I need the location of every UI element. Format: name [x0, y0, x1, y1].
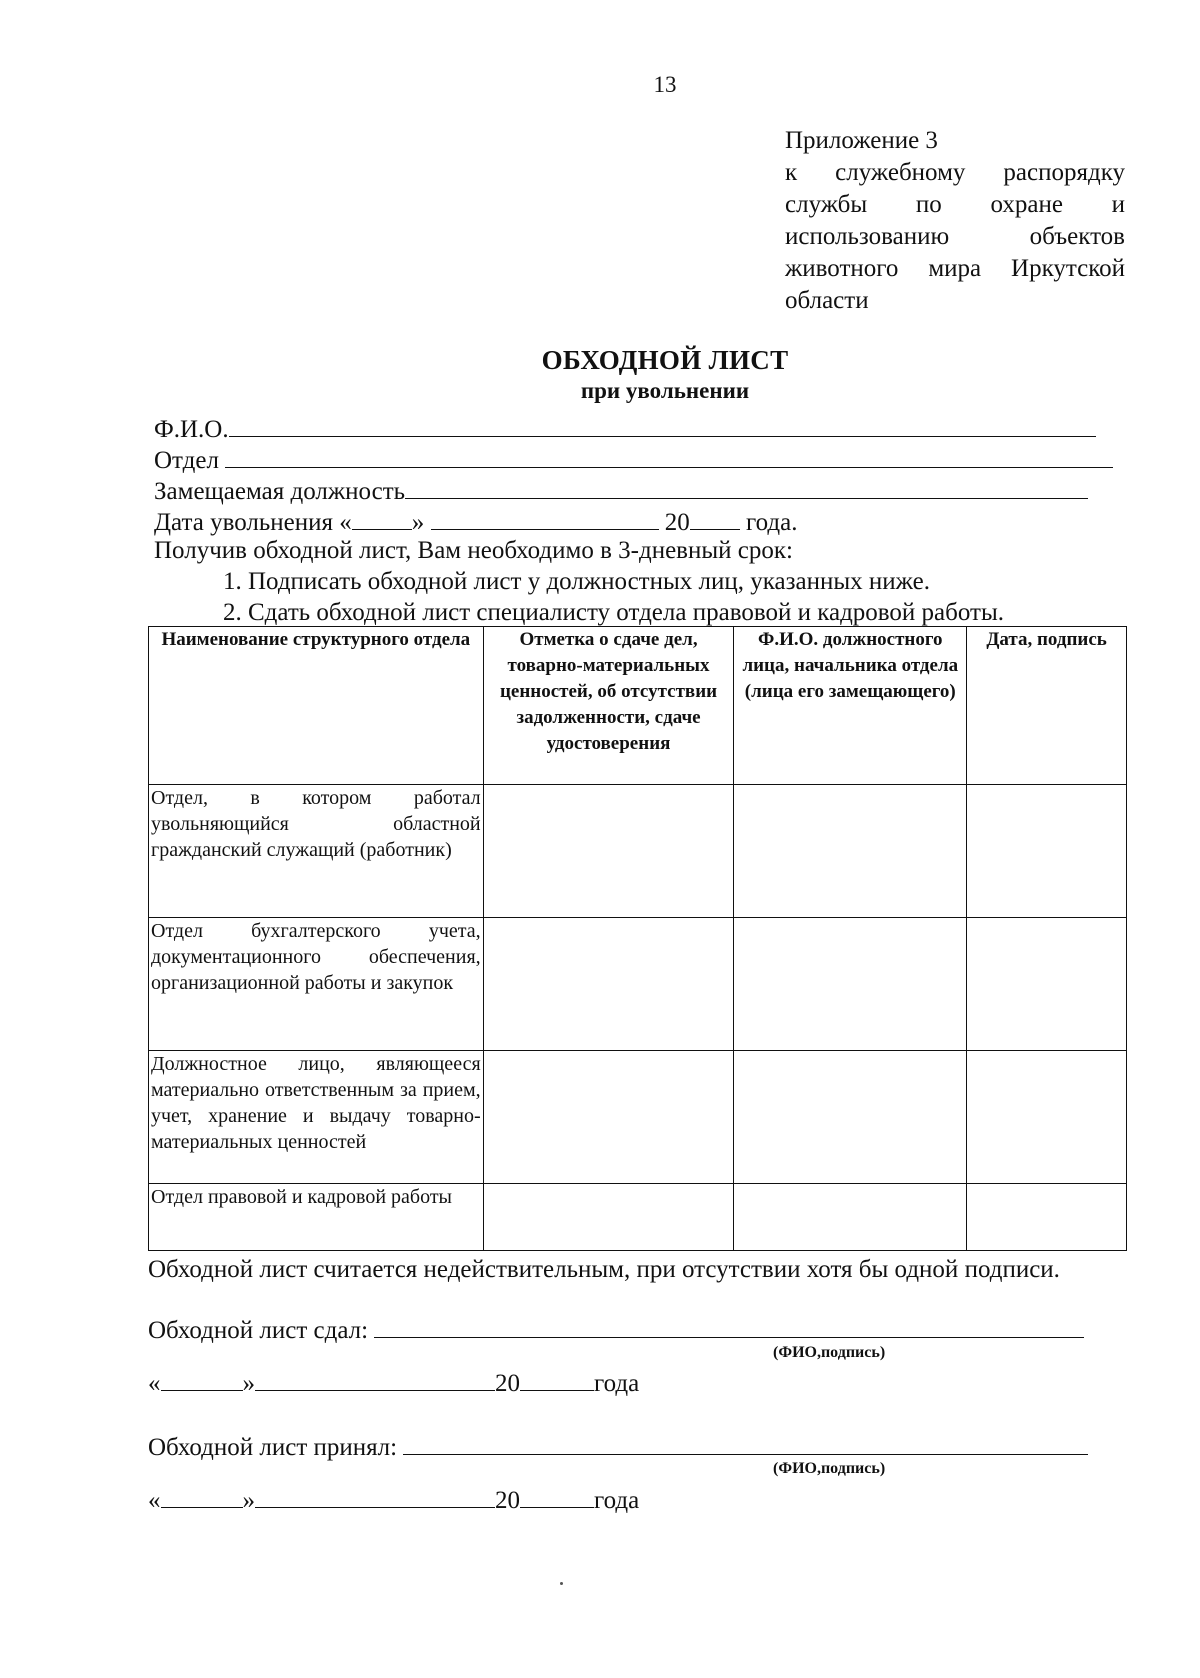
- department-field: [154, 443, 1113, 475]
- dismissal-year-prefix: 20: [664, 509, 690, 536]
- clearance-table: [148, 626, 1127, 1251]
- fio-field: [154, 412, 1096, 444]
- document-title: ОБХОДНОЙ ЛИСТ: [541, 345, 789, 375]
- table-header: Дата, подпись: [967, 627, 1127, 785]
- handed-over-blank[interactable]: [374, 1313, 1084, 1338]
- accepted-blank[interactable]: [403, 1430, 1088, 1455]
- validity-note: Обходной лист считается недействительным, при отсутствии хотя бы одной подписи.: [148, 1256, 1060, 1283]
- date-suffix: года: [594, 1370, 640, 1397]
- department-label: Отдел: [154, 447, 219, 474]
- table-header: Наименование структурного отдела: [149, 627, 484, 785]
- accepted-month-blank[interactable]: [255, 1483, 495, 1508]
- handed-over-hint: (ФИО,подпись): [773, 1344, 886, 1361]
- instructions-step-2: 2. Сдать обходной лист специалисту отдела правовой и кадровой работы.: [223, 599, 1005, 626]
- dismissal-month-blank[interactable]: [431, 505, 659, 530]
- accepted-label: Обходной лист принял:: [148, 1434, 398, 1461]
- handover-mark-cell[interactable]: [483, 1184, 734, 1251]
- accepted-day-blank[interactable]: [161, 1483, 243, 1508]
- handed-over-day-blank[interactable]: [161, 1366, 243, 1391]
- date-signature-cell[interactable]: [967, 1051, 1127, 1184]
- page-number: 13: [653, 72, 677, 97]
- dismissal-date-field: [154, 505, 797, 537]
- date-suffix: года: [594, 1487, 640, 1514]
- dismissal-year-blank[interactable]: [690, 505, 740, 530]
- department-cell: Отдел бухгалтерского учета, документационного обеспечения, организационной работы и закупок: [149, 918, 484, 1051]
- appendix-block: [785, 125, 1125, 317]
- appendix-line: области: [785, 287, 869, 314]
- appendix-line: животного мира Иркутской: [785, 255, 1125, 282]
- official-name-cell[interactable]: [734, 1051, 967, 1184]
- table-row: [149, 918, 1127, 1051]
- dismissal-date-quote: »: [411, 509, 425, 536]
- appendix-line: службы по охране и: [785, 191, 1125, 218]
- handed-over-label: Обходной лист сдал:: [148, 1317, 369, 1344]
- official-name-cell[interactable]: [734, 1184, 967, 1251]
- fio-blank[interactable]: [229, 412, 1096, 437]
- handed-over-line: [148, 1313, 1084, 1345]
- table-header: Отметка о сдаче дел, товарно-материальных ценностей, об отсутствии задолженности, сдаче удостоверения: [483, 627, 734, 785]
- handed-over-date: [148, 1366, 639, 1398]
- accepted-hint: (ФИО,подпись): [773, 1460, 886, 1477]
- official-name-cell[interactable]: [734, 785, 967, 918]
- date-year-prefix: 20: [495, 1487, 520, 1514]
- date-signature-cell[interactable]: [967, 918, 1127, 1051]
- department-cell: Должностное лицо, являющееся материально ответственным за прием, учет, хранение и выдачу товарно-материальных ценностей: [149, 1051, 484, 1184]
- date-signature-cell[interactable]: [967, 785, 1127, 918]
- date-quote-open: «: [148, 1487, 161, 1514]
- dismissal-date-suffix: года.: [746, 509, 798, 536]
- handover-mark-cell[interactable]: [483, 918, 734, 1051]
- official-name-cell[interactable]: [734, 918, 967, 1051]
- handed-over-month-blank[interactable]: [255, 1366, 495, 1391]
- date-quote-close: »: [242, 1370, 255, 1397]
- appendix-line: использованию объектов: [785, 223, 1125, 250]
- date-signature-cell[interactable]: [967, 1184, 1127, 1251]
- table-row: [149, 1184, 1127, 1251]
- handover-mark-cell[interactable]: [483, 785, 734, 918]
- date-quote-close: »: [242, 1487, 255, 1514]
- dismissal-date-prefix: Дата увольнения «: [154, 509, 352, 536]
- department-cell: Отдел, в котором работал увольняющийся областной гражданский служащий (работник): [149, 785, 484, 918]
- date-year-prefix: 20: [495, 1370, 520, 1397]
- handed-over-year-blank[interactable]: [520, 1366, 594, 1391]
- accepted-year-blank[interactable]: [520, 1483, 594, 1508]
- department-blank[interactable]: [225, 443, 1113, 468]
- appendix-line: к служебному распорядку: [785, 159, 1125, 186]
- date-quote-open: «: [148, 1370, 161, 1397]
- handover-mark-cell[interactable]: [483, 1051, 734, 1184]
- instructions-intro: Получив обходной лист, Вам необходимо в 3-дневный срок:: [154, 537, 793, 564]
- scan-speck: [560, 1582, 563, 1585]
- accepted-date: [148, 1483, 639, 1515]
- position-field: [154, 474, 1088, 506]
- dismissal-day-blank[interactable]: [352, 505, 412, 530]
- instructions-step-1: 1. Подписать обходной лист у должностных лиц, указанных ниже.: [223, 568, 930, 595]
- department-cell: Отдел правовой и кадровой работы: [149, 1184, 484, 1251]
- appendix-line: Приложение 3: [785, 127, 938, 154]
- position-blank[interactable]: [405, 474, 1088, 499]
- document-subtitle: при увольнении: [580, 378, 750, 403]
- position-label: Замещаемая должность: [154, 478, 406, 505]
- accepted-line: [148, 1430, 1088, 1462]
- table-header: Ф.И.О. должностного лица, начальника отдела (лица его замещающего): [734, 627, 967, 785]
- fio-label: Ф.И.О.: [154, 416, 229, 443]
- table-row: [149, 1051, 1127, 1184]
- table-row: [149, 785, 1127, 918]
